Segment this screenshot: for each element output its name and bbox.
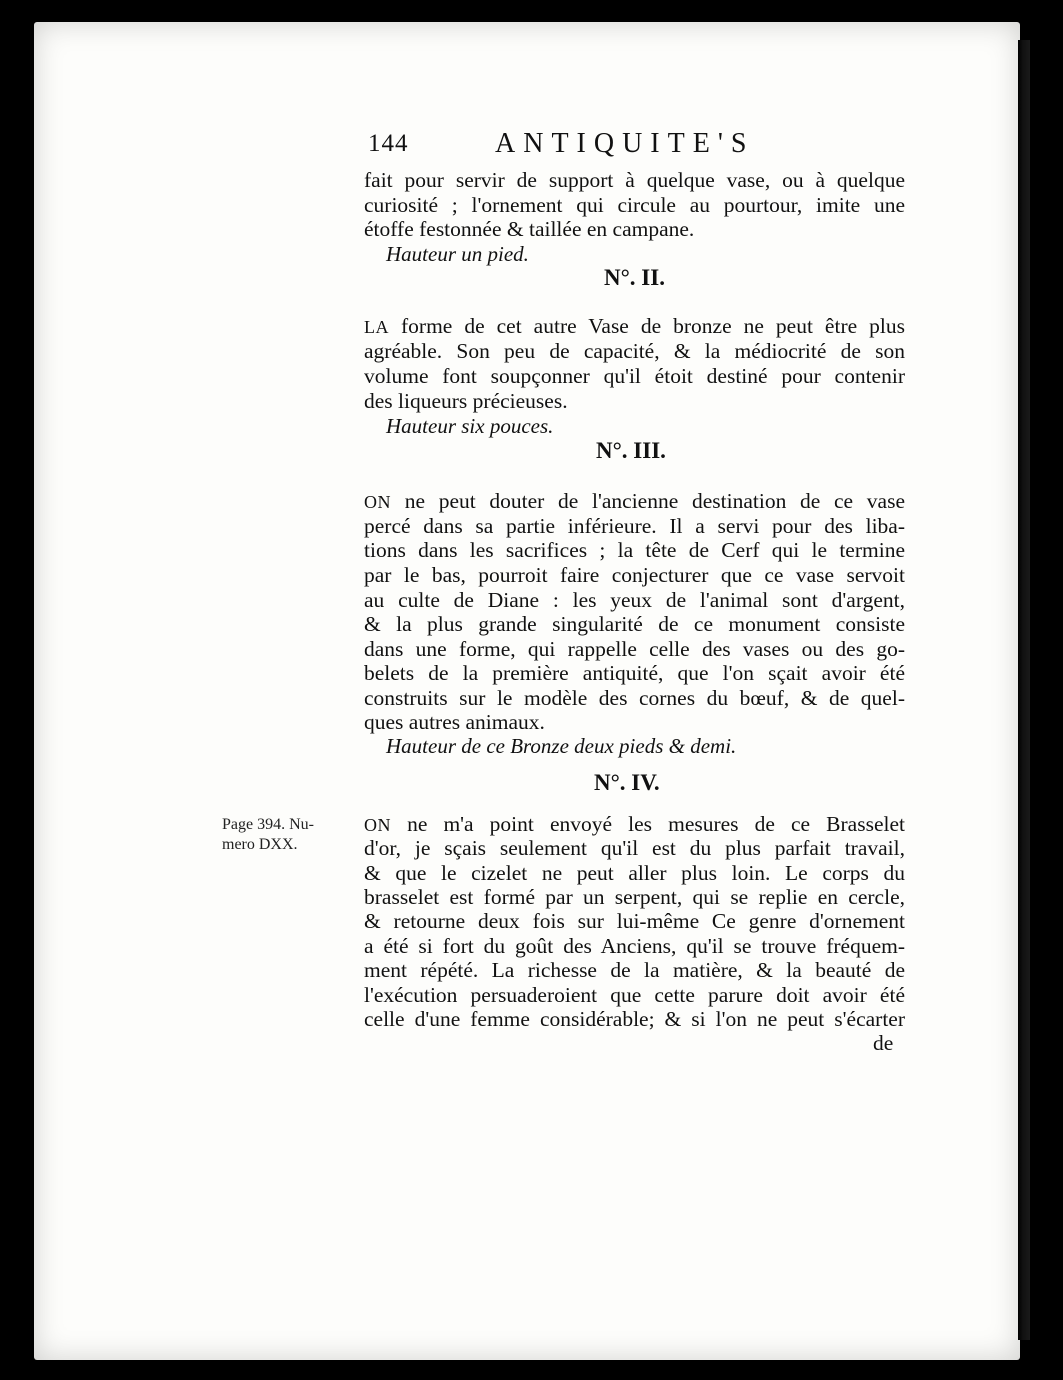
section-heading: N°. II. [604,265,665,290]
running-title: ANTIQUITE'S [495,128,755,159]
body-line: curiosité ; l'ornement qui circule au pourtour, imite une [364,193,905,217]
body-line: & retourne deux fois sur lui-même Ce genre d'ornement [364,909,905,933]
body-line: dans une forme, qui rappelle celle des vases ou des go- [364,637,905,661]
body-line: par le bas, pourroit faire conjecturer que ce vase servoit [364,563,905,587]
body-line-first [364,314,905,340]
page-edge-shadow [1018,40,1030,1340]
body-line-first [364,489,905,515]
first-line-text: forme de cet autre Vase de bronze ne peut être plus [389,314,905,338]
first-line-text: ne peut douter de l'ancienne destination de ce vase [391,489,905,513]
body-line: agréable. Son peu de capacité, & la médiocrité de son [364,339,905,363]
body-line: des liqueurs précieuses. [364,389,568,413]
body-line-first [364,812,905,838]
body-line: fait pour servir de support à quelque vase, ou à quelque [364,168,905,192]
body-line: percé dans sa partie inférieure. Il a servi pour des liba- [364,514,905,538]
drop-initial: ON [364,492,391,512]
body-line: ques autres animaux. [364,710,545,734]
body-line: & la plus grande singularité de ce monument consiste [364,612,905,636]
body-line: ment répété. La richesse de la matière, & la beauté de [364,958,905,982]
height-note: Hauteur un pied. [386,242,529,266]
drop-initial: ON [364,815,391,835]
body-line: l'exécution persuaderoient que cette parure doit avoir été [364,983,905,1007]
body-line: construits sur le modèle des cornes du bœuf, & de quel- [364,686,905,710]
margin-note-line: Page 394. Nu- [222,816,314,833]
body-line: & que le cizelet ne peut aller plus loin. Le corps du [364,861,905,885]
drop-initial: LA [364,317,389,337]
body-line: tions dans les sacrifices ; la tête de Cerf qui le termine [364,538,905,562]
body-line: a été si fort du goût des Anciens, qu'il se trouve fréquem- [364,934,905,958]
height-note: Hauteur de ce Bronze deux pieds & demi. [386,734,737,758]
body-line: étoffe festonnée & taillée en campane. [364,217,695,241]
first-line-text: ne m'a point envoyé les mesures de ce Brasselet [391,812,905,836]
margin-note-line: mero DXX. [222,836,298,853]
running-head [0,130,1063,164]
section-heading: N°. IV. [594,770,660,795]
catchword: de [873,1031,894,1055]
page-number: 144 [368,130,409,157]
body-line: brasselet est formé par un serpent, qui se replie en cercle, [364,885,905,909]
body-line: d'or, je sçais seulement qu'il est du plus parfait travail, [364,836,905,860]
height-note: Hauteur six pouces. [386,414,554,438]
body-line: au culte de Diane : les yeux de l'animal sont d'argent, [364,588,905,612]
section-heading: N°. III. [596,438,666,463]
body-line: volume font soupçonner qu'il étoit destiné pour contenir [364,364,905,388]
margin-note [222,815,314,855]
body-line: belets de la première antiquité, que l'on sçait avoir été [364,661,905,685]
body-line: celle d'une femme considérable; & si l'on ne peut s'écarter [364,1007,905,1031]
